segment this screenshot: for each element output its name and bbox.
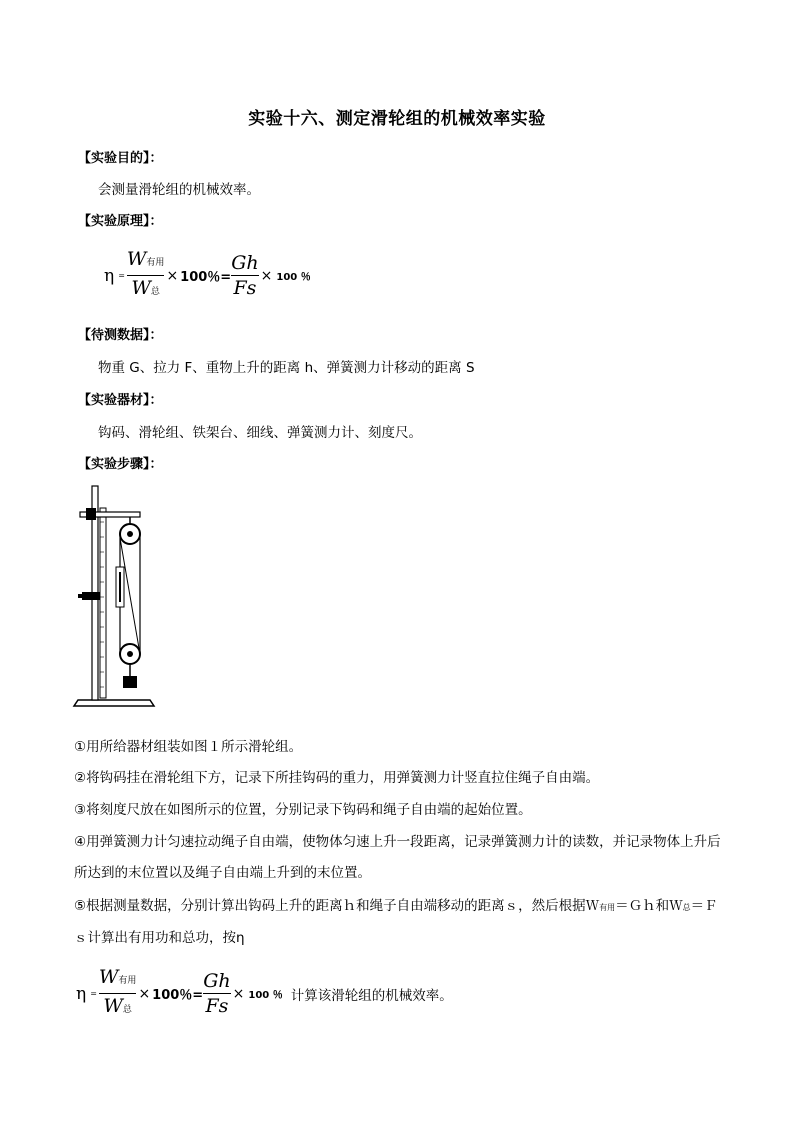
principle-heading: 【实验原理】： — [78, 214, 163, 229]
w-total: W — [131, 277, 151, 299]
times-sign: × — [166, 267, 179, 284]
step-2: ②将钩码挂在滑轮组下方，记录下所挂钩码的重力，用弹簧测力计竖直拉住绳子自由端。 — [74, 770, 600, 786]
percent-tail-2: 100 ％ — [248, 990, 283, 1001]
w-useful-sub: 有用 — [146, 258, 165, 268]
times-sign-3: × — [138, 985, 151, 1002]
times-sign-2: × — [260, 267, 273, 284]
efficiency-formula-2 — [76, 966, 453, 1021]
data-text: 物重 G、拉力 F、重物上升的距离 h、弹簧测力计移动的距离 S — [98, 360, 475, 376]
data-heading: 【待测数据】： — [78, 328, 163, 343]
w-useful: W — [126, 248, 147, 270]
equipment-heading: 【实验器材】： — [78, 393, 163, 408]
w-total-sub-inline: 总 — [682, 903, 691, 912]
purpose-heading: 【实验目的】： — [78, 151, 163, 166]
percent-tail: 100 ％ — [276, 272, 311, 283]
page-title: 实验十六、测定滑轮组的机械效率实验 — [248, 109, 546, 129]
step-1: ①用所给器材组装如图１所示滑轮组。 — [74, 739, 303, 755]
work-fraction — [127, 248, 165, 303]
step-5: ⑤根据测量数据，分别计算出钩码上升的距离ｈ和绳子自由端移动的距离ｓ，然后根据Ｗ有用＝Ｇｈ和Ｗ总＝Ｆｓ计算出有用功和总功，按η — [74, 898, 718, 946]
gh-fs-fraction-2: $\frac{Gh}{Fs}$ — [203, 970, 231, 1017]
step-5-tail: 计算该滑轮组的机械效率。 — [290, 987, 453, 1004]
percent-equals: 100％= — [180, 270, 232, 285]
equals-sign-2: = — [90, 989, 97, 998]
equipment-text: 钩码、滑轮组、铁架台、细线、弹簧测力计、刻度尺。 — [98, 425, 422, 441]
eta-symbol-2: η — [76, 983, 87, 1004]
w-useful-sub-inline: 有用 — [599, 903, 616, 912]
efficiency-formula — [104, 248, 311, 303]
equals-sign: = — [118, 271, 125, 280]
times-sign-4: × — [232, 985, 245, 1002]
step-4: ④用弹簧测力计匀速拉动绳子自由端，使物体匀速上升一段距离，记录弹簧测力计的读数，并记录物体上升后所达到的末位置以及绳子自由端上升到的末位置。 — [74, 834, 721, 881]
w-total-sub: 总 — [150, 287, 160, 297]
steps-heading: 【实验步骤】： — [78, 457, 163, 472]
pulley-apparatus-figure — [70, 482, 160, 712]
gh: Gh — [231, 252, 259, 274]
work-fraction-2: $\frac{\text{W有用}}{\text{W总}}$ — [98, 966, 137, 1017]
eta-symbol: η — [104, 265, 115, 286]
step-3: ③将刻度尺放在如图所示的位置，分别记录下钩码和绳子自由端的起始位置。 — [74, 802, 532, 818]
fs: Fs — [233, 277, 257, 299]
purpose-text: 会测量滑轮组的机械效率。 — [98, 182, 260, 198]
gh-fs-fraction — [231, 252, 258, 299]
percent-equals-2: 100％= — [152, 988, 204, 1003]
